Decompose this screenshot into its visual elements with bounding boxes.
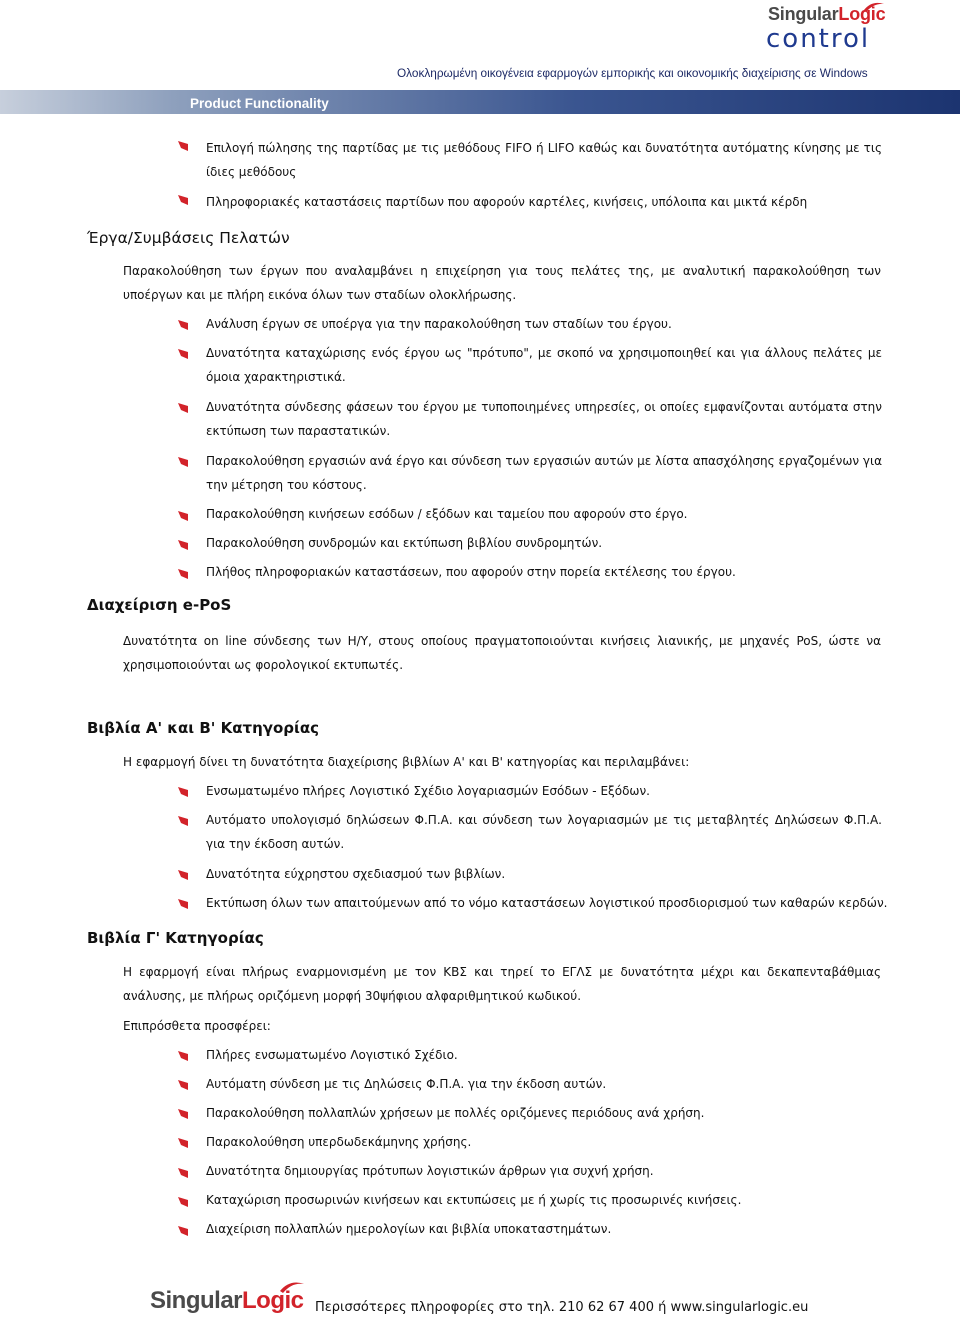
footer-logo-text: SingularLogic [150, 1287, 304, 1314]
bullet-text: Πλήρες ενσωματωμένο Λογιστικό Σχέδιο. [206, 1048, 458, 1062]
singularlogic-control-logo [766, 4, 916, 58]
bullet-text: Ανάλυση έργων σε υποέργα για την παρακολούθηση των σταδίων του έργου. [206, 317, 672, 331]
bullet-text: Αυτόματη σύνδεση με τις Δηλώσεις Φ.Π.Α. για την έκδοση αυτών. [206, 1077, 607, 1091]
red-flag-bullet-icon [178, 403, 188, 413]
bullet-text: Δυνατότητα δημιουργίας πρότυπων λογιστικών άρθρων για συχνή χρήση. [206, 1164, 654, 1178]
product-functionality-banner [0, 90, 960, 114]
bullet-text: Ενσωματωμένο πλήρες Λογιστικό Σχέδιο λογαριασμών Εσόδων - Εξόδων. [206, 784, 650, 798]
section-heading-books-ab: Βιβλία Α' και Β' Κατηγορίας [87, 719, 320, 737]
red-flag-bullet-icon [178, 1080, 188, 1090]
bullet-text: Δυνατότητα σύνδεσης φάσεων του έργου με τυποποιημένες υπηρεσίες, οι οποίες εμφανίζονται αυτόματα στην εκτύπωση των παραστατικών. [206, 400, 882, 438]
section-heading-projects: Έργα/Συμβάσεις Πελατών [87, 229, 290, 247]
red-flag-bullet-icon [178, 511, 188, 521]
logo-swoosh-icon [862, 0, 886, 14]
banner-title: Product Functionality [190, 96, 329, 111]
red-flag-bullet-icon [178, 899, 188, 909]
red-flag-bullet-icon [178, 141, 188, 151]
red-flag-bullet-icon [178, 870, 188, 880]
header-tagline: Ολοκληρωμένη οικογένεια εφαρμογών εμπορικής και οικονομικής διαχείρισης σε Windows [397, 66, 868, 80]
section-intro-epos: Δυνατότητα on line σύνδεσης των Η/Υ, στους οποίους πραγματοποιούνται κινήσεις λιανικής, με μηχανές PoS, ώστε να χρησιμοποιούνται ως φορολογικοί εκτυπωτές. [123, 634, 881, 672]
logo-brand-text: SingularLogic [768, 4, 886, 24]
bullet-text: Πληροφοριακές καταστάσεις παρτίδων που αφορούν καρτέλες, κινήσεις, υπόλοιπα και μικτά κέρδη [206, 195, 808, 209]
section-intro-projects: Παρακολούθηση των έργων που αναλαμβάνει η επιχείρηση για τους πελάτες της, με αναλυτική παρακολούθηση των υποέργων και με πλήρη εικόνα όλων των σταδίων ολοκλήρωσης. [123, 264, 881, 302]
bullet-text: Εκτύπωση όλων των απαιτούμενων από το νόμο καταστάσεων λογιστικού προσδιορισμού των καθαρών κερδών. [206, 896, 888, 910]
bullet-text: Επιλογή πώλησης της παρτίδας με τις μεθόδους FIFO ή LIFO καθώς και δυνατότητα αυτόματης κίνησης με τις ίδιες μεθόδους [206, 141, 882, 179]
bullet-text: Δυνατότητα καταχώρισης ενός έργου ως "πρότυπο", με σκοπό να χρησιμοποιηθεί και για άλλους πελάτες με όμοια χαρακτηριστικά. [206, 346, 882, 384]
bullet-text: Δυνατότητα εύχρηστου σχεδιασμού των βιβλίων. [206, 867, 506, 881]
red-flag-bullet-icon [178, 1109, 188, 1119]
footer-logo-swoosh-icon [278, 1279, 306, 1295]
bullet-text: Παρακολούθηση πολλαπλών χρήσεων με πολλές οριζόμενες περιόδους ανά χρήση. [206, 1106, 705, 1120]
footer-contact-info: Περισσότερες πληροφορίες στο τηλ. 210 62 67 400 ή www.singularlogic.eu [315, 1300, 809, 1315]
section-intro-books-ab: Η εφαρμογή δίνει τη δυνατότητα διαχείρισης βιβλίων Α' και Β' κατηγορίας και περιλαμβάνει: [123, 755, 690, 769]
red-flag-bullet-icon [178, 1197, 188, 1207]
red-flag-bullet-icon [178, 1051, 188, 1061]
logo-product-text: control [766, 24, 871, 54]
red-flag-bullet-icon [178, 349, 188, 359]
bullet-text: Διαχείριση πολλαπλών ημερολογίων και βιβλία υποκαταστημάτων. [206, 1222, 612, 1236]
section-intro2-books-c: Επιπρόσθετα προσφέρει: [123, 1019, 271, 1033]
red-flag-bullet-icon [178, 1168, 188, 1178]
red-flag-bullet-icon [178, 1226, 188, 1236]
red-flag-bullet-icon [178, 540, 188, 550]
bullet-text: Αυτόματο υπολογισμό δηλώσεων Φ.Π.Α. και σύνδεση των λογαριασμών με τις μεταβλητές Δηλώσεων Φ.Π.Α. για την έκδοση αυτών. [206, 813, 882, 851]
section-heading-books-c: Βιβλία Γ' Κατηγορίας [87, 929, 264, 947]
red-flag-bullet-icon [178, 569, 188, 579]
bullet-text: Παρακολούθηση κινήσεων εσόδων / εξόδων και ταμείου που αφορούν στο έργο. [206, 507, 688, 521]
bullet-text: Πλήθος πληροφοριακών καταστάσεων, που αφορούν στην πορεία εκτέλεσης του έργου. [206, 565, 736, 579]
bullet-text: Παρακολούθηση συνδρομών και εκτύπωση βιβλίου συνδρομητών. [206, 536, 603, 550]
section-heading-epos: Διαχείριση e-PoS [87, 596, 232, 614]
red-flag-bullet-icon [178, 1138, 188, 1148]
red-flag-bullet-icon [178, 787, 188, 797]
red-flag-bullet-icon [178, 816, 188, 826]
red-flag-bullet-icon [178, 320, 188, 330]
red-flag-bullet-icon [178, 195, 188, 205]
bullet-text: Παρακολούθηση υπερδωδεκάμηνης χρήσης. [206, 1135, 472, 1149]
red-flag-bullet-icon [178, 457, 188, 467]
singularlogic-footer-logo [150, 1285, 310, 1319]
bullet-text: Παρακολούθηση εργασιών ανά έργο και σύνδεση των εργασιών αυτών με λίστα απασχόλησης εργαζομένων για την μέτρηση του κόστους. [206, 454, 882, 492]
section-intro-books-c: Η εφαρμογή είναι πλήρως εναρμονισμένη με τον ΚΒΣ και τηρεί το ΕΓΛΣ με δυνατότητα μέχρι και δεκαπενταβάθμιας ανάλυσης, με πλήρως οριζόμενη μορφή 30ψήφιου αλφαριθμητικού κωδικού. [123, 965, 881, 1003]
bullet-text: Καταχώριση προσωρινών κινήσεων και εκτυπώσεις με ή χωρίς τις προσωρινές κινήσεις. [206, 1193, 742, 1207]
